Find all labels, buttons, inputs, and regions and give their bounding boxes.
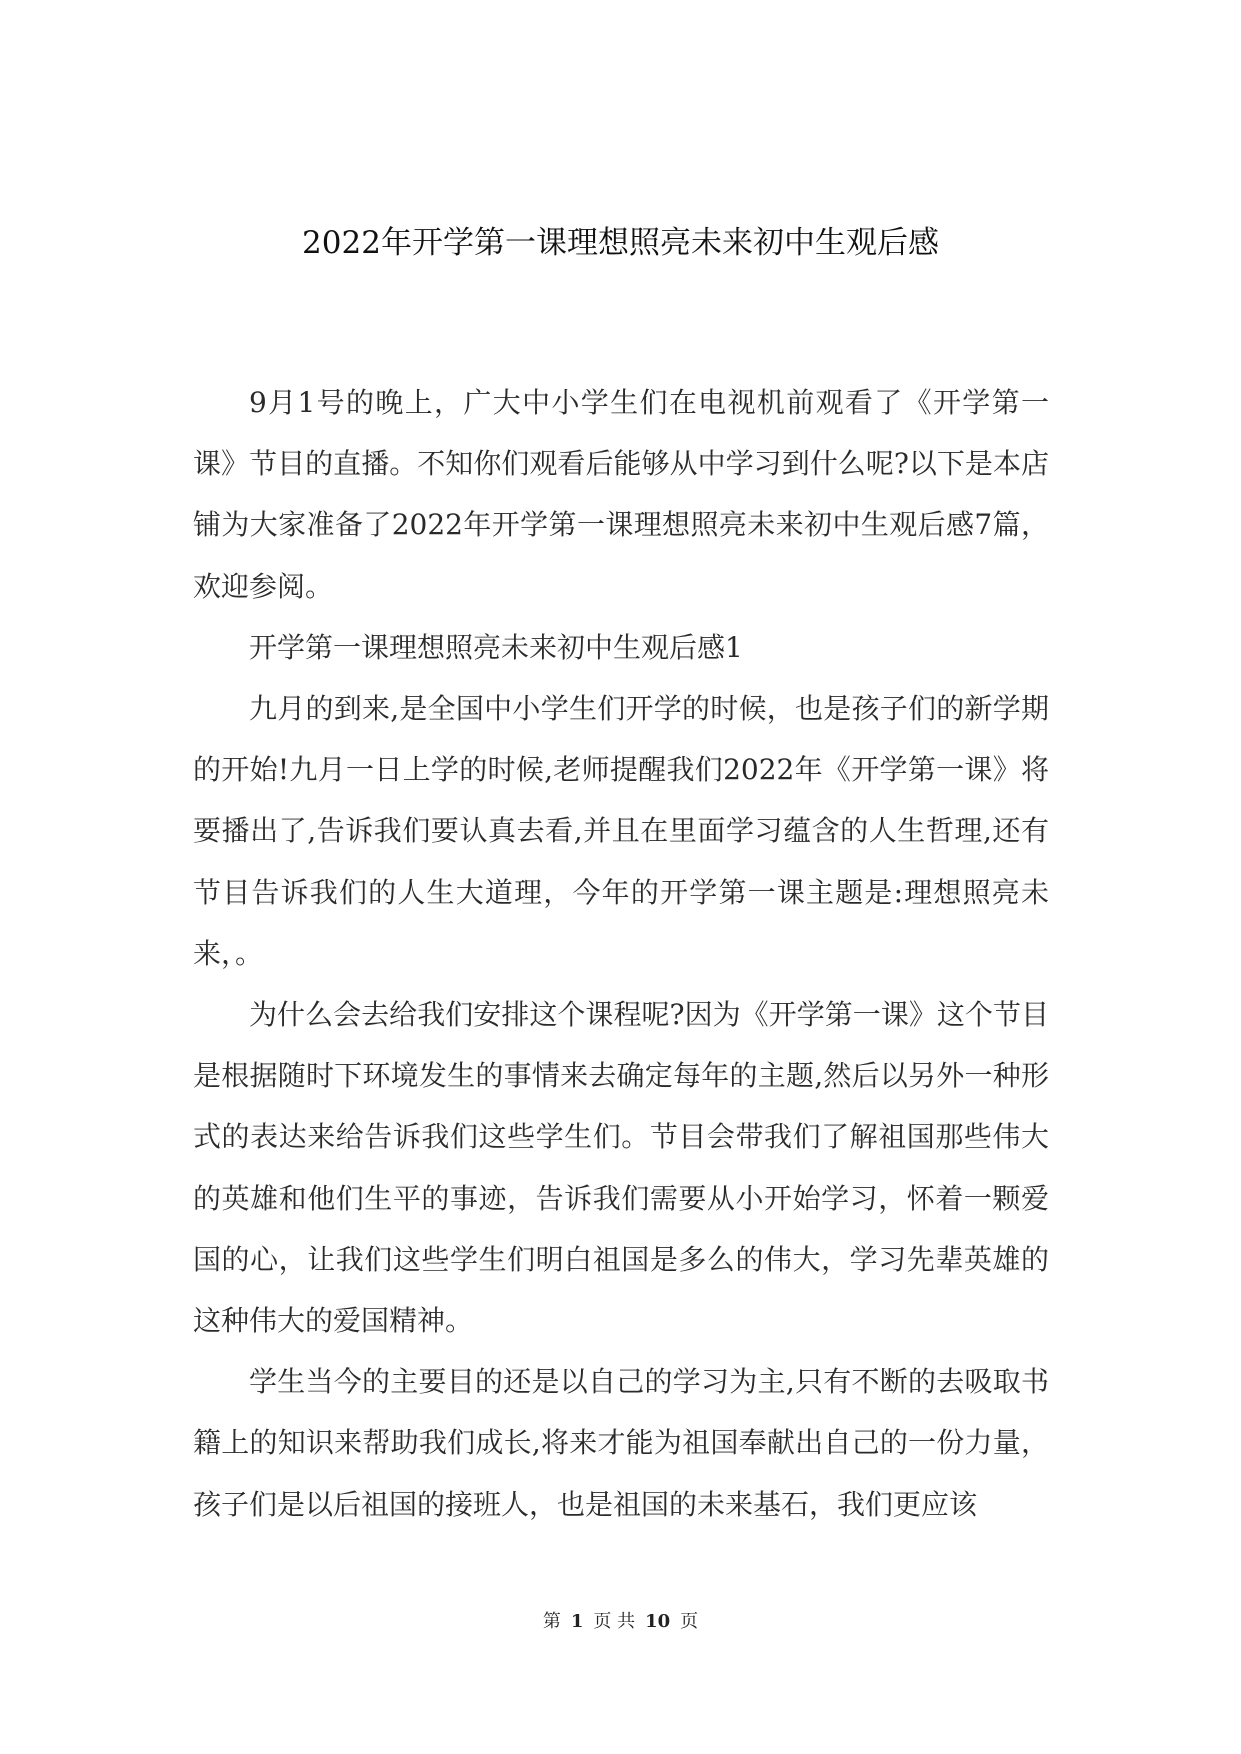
paragraph-intro: 9月1号的晚上，广大中小学生们在电视机前观看了《开学第一课》节目的直播。不知你们观看后能够从中学习到什么呢?以下是本店铺为大家准备了2022年开学第一课理想照亮未来初中生观后感7篇，欢迎参阅。 [193, 386, 1049, 603]
document-body [193, 372, 1049, 1535]
footer-suffix: 页 [680, 1611, 699, 1632]
current-page-number: 1 [570, 1611, 584, 1632]
footer-mid: 页 共 [593, 1611, 636, 1632]
total-pages-number: 10 [645, 1611, 671, 1632]
paragraph: 九月的到来,是全国中小学生们开学的时候，也是孩子们的新学期的开始!九月一日上学的时候,老师提醒我们2022年《开学第一课》将要播出了,告诉我们要认真去看,并且在里面学习蕴含的人生哲理,还有节目告诉我们的人生大道理，今年的开学第一课主题是:理想照亮未来，。 [193, 692, 1049, 970]
page-footer [0, 1610, 1241, 1634]
document-title: 2022年开学第一课理想照亮未来初中生观后感 [302, 225, 939, 261]
footer-prefix: 第 [542, 1611, 561, 1632]
paragraph: 为什么会去给我们安排这个课程呢?因为《开学第一课》这个节目是根据随时下环境发生的事情来去确定每年的主题,然后以另外一种形式的表达来给告诉我们这些学生们。节目会带我们了解祖国那些伟大的英雄和他们生平的事迹，告诉我们需要从小开始学习，怀着一颗爱国的心，让我们这些学生们明白祖国是多么的伟大，学习先辈英雄的这种伟大的爱国精神。 [193, 998, 1049, 1338]
paragraph: 学生当今的主要目的还是以自己的学习为主,只有不断的去吸取书籍上的知识来帮助我们成长,将来才能为祖国奉献出自己的一份力量，孩子们是以后祖国的接班人，也是祖国的未来基石，我们更应该 [193, 1365, 1049, 1521]
section-heading: 开学第一课理想照亮未来初中生观后感1 [249, 630, 743, 664]
